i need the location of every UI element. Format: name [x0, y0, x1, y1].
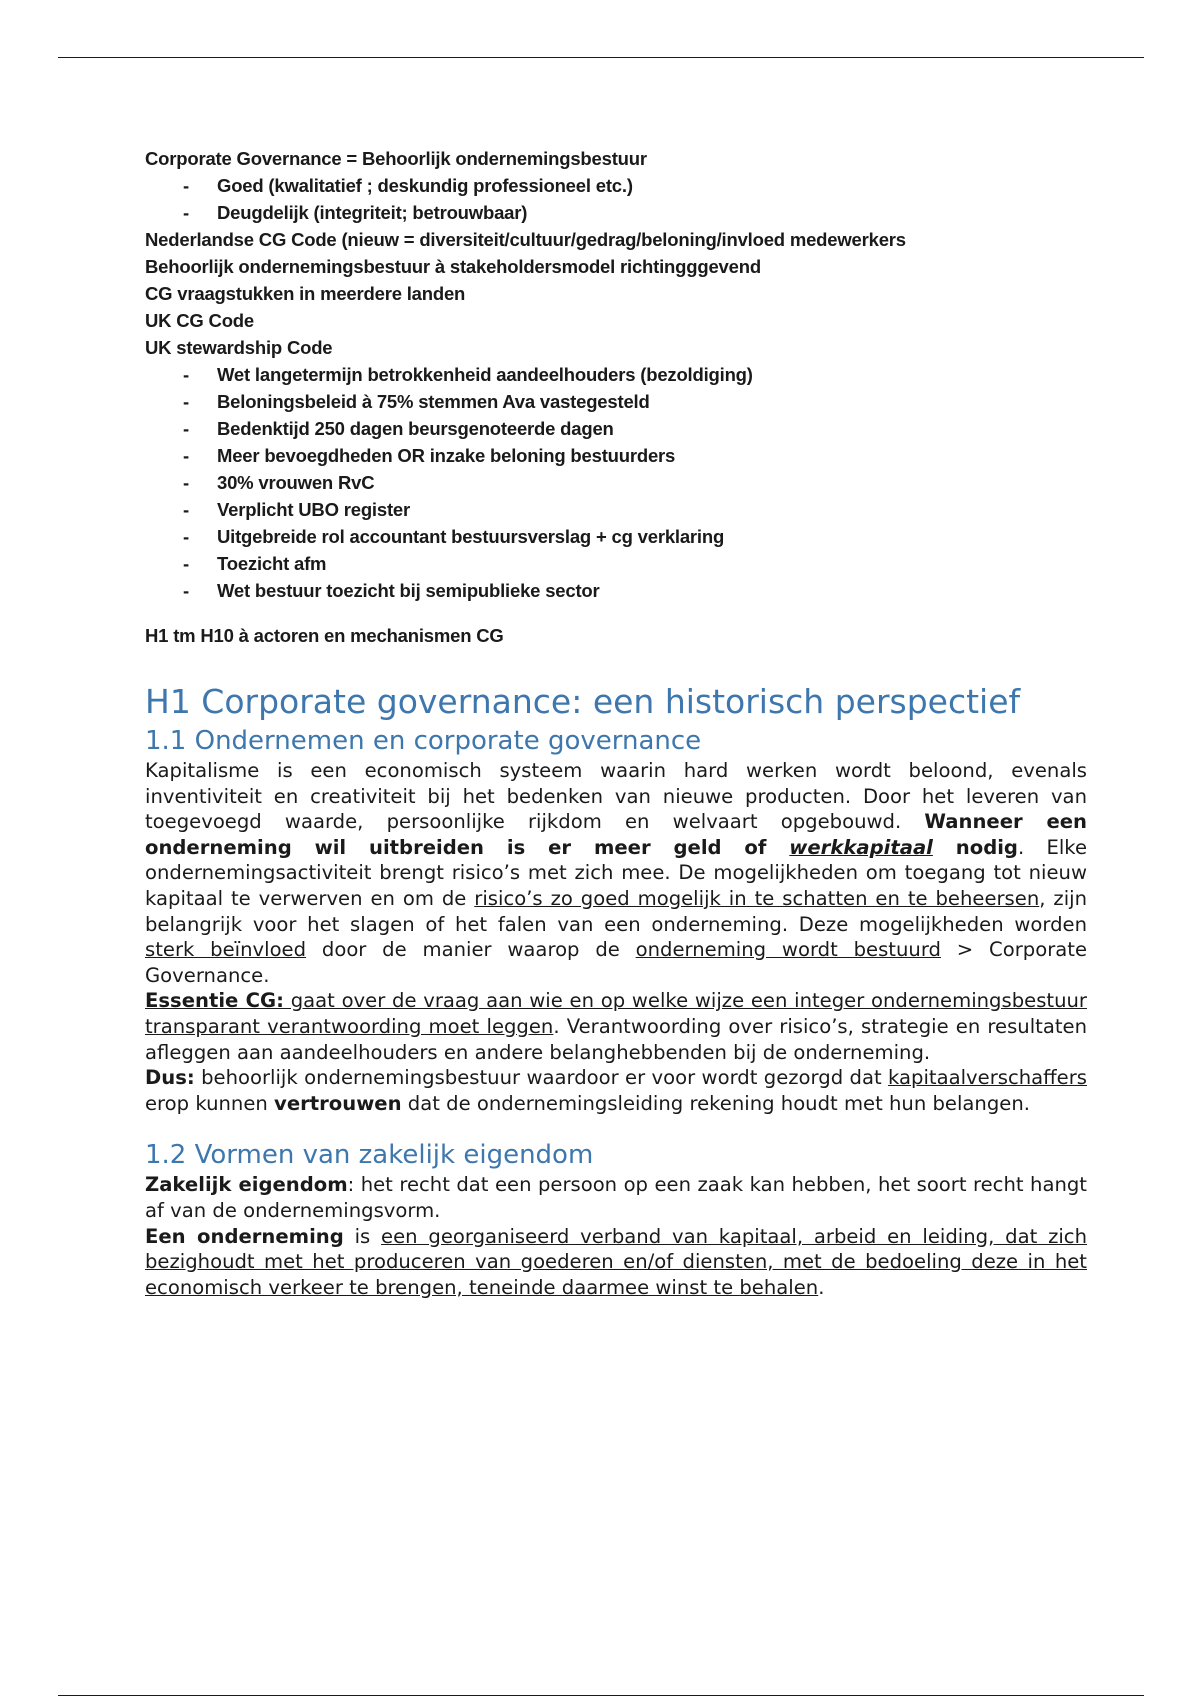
bullet-dash: - [183, 499, 189, 520]
notes-line: H1 tm H10 à actoren en mechanismen CG [145, 625, 504, 646]
bullet-dash: - [183, 580, 189, 601]
section-heading: 1.1 Ondernemen en corporate governance [145, 726, 702, 756]
header-rule [58, 57, 1144, 58]
bullet-item: - Deugdelijk (integriteit; betrouwbaar) [145, 199, 1145, 226]
bullet-item: - 30% vrouwen RvC [145, 469, 1145, 496]
bullet-item: - Beloningsbeleid à 75% stemmen Ava vastegesteld [145, 388, 1145, 415]
paragraph: Dus: behoorlijk ondernemingsbestuur waardoor er voor wordt gezorgd dat kapitaalverschaffers erop kunnen vertrouwen dat de ondernemingsleiding rekening houdt met hun belangen. [145, 1066, 1087, 1115]
paragraph: Een onderneming is een georganiseerd verband van kapitaal, arbeid en leiding, dat zich bezighoudt met het produceren van goederen en/of diensten, met de bedoeling deze in het economisch verkeer te brengen, teneinde daarmee winst te behalen. [145, 1224, 1087, 1299]
bullet-item: - Goed (kwalitatief ; deskundig professioneel etc.) [145, 172, 1145, 199]
bullet-dash: - [183, 202, 189, 223]
bullet-item: - Bedenktijd 250 dagen beursgenoteerde dagen [145, 415, 1145, 442]
bullet-dash: - [183, 418, 189, 439]
bullet-dash: - [183, 526, 189, 547]
section-heading: 1.2 Vormen van zakelijk eigendom [145, 1140, 594, 1171]
bullet-item: - Uitgebreide rol accountant bestuursverslag + cg verklaring [145, 523, 1145, 550]
notes-line: Nederlandse CG Code (nieuw = diversiteit/cultuur/gedrag/beloning/invloed medewerkers [145, 229, 906, 250]
bullet-dash: - [183, 472, 189, 493]
document-body [145, 682, 1087, 1300]
paragraph: Kapitalisme is een economisch systeem waarin hard werken wordt beloond, evenals inventiviteit en creativiteit bij het bedenken van nieuwe producten. Door het leveren van toegevoegd waarde, persoonlijke rijkdom en welvaart opgebouwd. Wanneer een onderneming wil uitbreiden is er meer geld of werkkapitaal nodig. Elke ondernemingsactiviteit brengt risico’s met zich mee. De mogelijkheden om toegang tot nieuw kapitaal te verwerven en om de risico’s zo goed mogelijk in te schatten en te beheersen, zijn belangrijk voor het slagen of het falen van een onderneming. Deze mogelijkheden worden sterk beïnvloed door de manier waarop de onderneming wordt bestuurd > Corporate Governance. [145, 759, 1088, 987]
bullet-dash: - [183, 364, 189, 385]
bullet-item: - Verplicht UBO register [145, 496, 1145, 523]
notes-line: CG vraagstukken in meerdere landen [145, 283, 466, 304]
paragraph: Zakelijk eigendom: het recht dat een persoon op een zaak kan hebben, het soort recht hangt af van de ondernemingsvorm. [145, 1173, 1087, 1222]
bullet-item: - Toezicht afm [145, 550, 1145, 577]
bullet-dash: - [183, 391, 189, 412]
paragraph: Essentie CG: gaat over de vraag aan wie en op welke wijze een integer ondernemingsbestuur transparant verantwoording moet leggen. Verantwoording over risico’s, strategie en resultaten afleggen aan aandeelhouders en andere belanghebbenden bij de onderneming. [145, 989, 1087, 1064]
bullet-dash: - [183, 553, 189, 574]
notes-line: Corporate Governance = Behoorlijk ondernemingsbestuur [145, 148, 647, 169]
notes-line: UK CG Code [145, 310, 255, 331]
notes-line: UK stewardship Code [145, 337, 333, 358]
chapter-heading: H1 Corporate governance: een historisch perspectief [145, 682, 1021, 721]
footer-rule [58, 1695, 1144, 1696]
bullet-dash: - [183, 175, 189, 196]
bullet-item: - Meer bevoegdheden OR inzake beloning bestuurders [145, 442, 1145, 469]
bullet-item: - Wet bestuur toezicht bij semipublieke sector [145, 577, 1145, 604]
notes-line: Behoorlijk ondernemingsbestuur à stakeholdersmodel richtingggevend [145, 256, 761, 277]
bullet-item: - Wet langetermijn betrokkenheid aandeelhouders (bezoldiging) [145, 361, 1145, 388]
bullet-dash: - [183, 445, 189, 466]
summary-notes [145, 145, 1145, 649]
